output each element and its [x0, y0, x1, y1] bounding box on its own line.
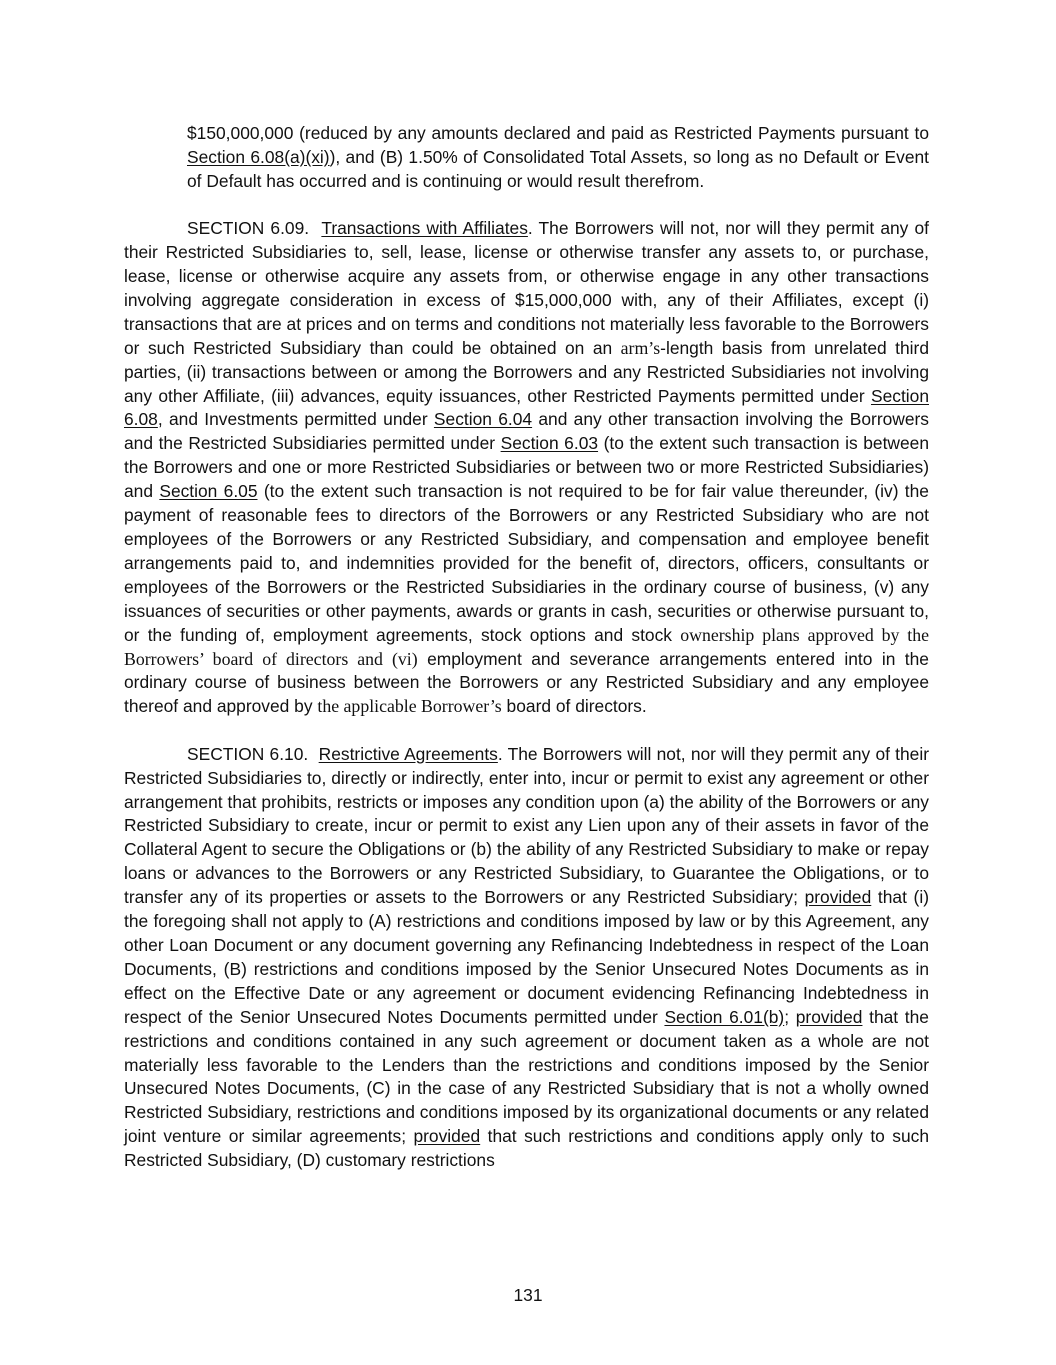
section-number: SECTION 6.09. [187, 218, 310, 239]
continuation-paragraph [124, 122, 929, 194]
text-run: -length basis from unrelated third parties, (ii) transactions between or among the Borrowers and any Restricted Subsidiaries not involving any other Affiliate, (iii) advances, equity issuances, other Restricted Payments permitted under [124, 337, 929, 406]
defined-term-provided: provided [413, 1126, 481, 1147]
text-run: arm’s [620, 337, 661, 358]
text-run: , and Investments permitted under [157, 409, 434, 430]
text-run: . The Borrowers will not, nor will they permit any of their Restricted Subsidiaries to, sell, lease, license or otherwise transfer any assets to, or purchase, lease, license or otherwise acquire any assets from, or otherwise engage in any other transactions involving aggregate consideration in excess of $15,000,000 with, any of their Affiliates, except (i) transactions that are at prices and on terms and conditions not materially less favorable to the Borrowers or such Restricted Subsidiary than could be obtained on an [124, 218, 930, 358]
cross-reference-link[interactable]: Section 6.04 [433, 409, 533, 430]
text-run: (to the extent such transaction is between the Borrowers and one or more Restricted Subsidiaries or between two or more Restricted Subsidiaries) and [124, 433, 930, 502]
cross-reference-link[interactable]: Section 6.01(b) [664, 1006, 785, 1027]
text-run: ; [784, 1006, 796, 1027]
text-run: ), and (B) 1.50% of Consolidated Total Assets, so long as no Default or Event of Default has occurred and is continuing or would result therefrom. [187, 146, 929, 191]
text-run: . The Borrowers will not, nor will they permit any of their Restricted Subsidiaries to, directly or indirectly, enter into, incur or permit to exist any agreement or other arrangement that prohibits, restricts or imposes any condition upon (a) the ability of the Borrowers or any Restricted Subsidiary to create, incur or permit to exist any Lien upon any of their assets in favor of the Collateral Agent to secure the Obligations or (b) the ability of any Restricted Subsidiary to make or repay loans or advances to the Borrowers or any Restricted Subsidiary, to Guarantee the Obligations, or to transfer any of its properties or assets to the Borrowers or any Restricted Subsidiary; [124, 743, 929, 908]
text-run: that such restrictions and conditions apply only to such Restricted Subsidiary, (D) customary restrictions [124, 1126, 929, 1171]
text-run: and any other transaction involving the Borrowers and the Restricted Subsidiaries permitted under [124, 409, 930, 454]
section-6-10-paragraph [124, 743, 929, 1173]
text-run: the applicable Borrower’s [317, 696, 502, 717]
text-run: ownership plans approved by the Borrowers’ board of directors and (vi) [124, 624, 929, 669]
section-title: Restrictive Agreements [318, 743, 498, 764]
cross-reference-link[interactable]: Section 6.08(a)(xi) [187, 146, 330, 167]
document-body [124, 122, 929, 1173]
text-run: that the restrictions and conditions contained in any such agreement or document taken as a whole are not materially less favorable to the Lenders than the restrictions and conditions imposed by the Senior Unsecured Notes Documents, (C) in the case of any Restricted Subsidiary that is not a wholly owned Restricted Subsidiary, restrictions and conditions imposed by its organizational documents or any related joint venture or similar agreements; [124, 1006, 929, 1147]
cross-reference-link[interactable]: Section 6.03 [500, 433, 599, 454]
section-number: SECTION 6.10. [187, 743, 309, 764]
text-run: (to the extent such transaction is not required to be for fair value thereunder, (iv) the payment of reasonable fees to directors of the Borrowers or any Restricted Subsidiary who are not employees of the Borrowers or any Restricted Subsidiary, and compensation and employee benefit arrangements paid to, and indemnities provided for the benefit of, directors, officers, consultants or employees of the Borrowers or the Restricted Subsidiaries in the ordinary course of business, (v) any issuances of securities or other payments, awards or grants in cash, securities or otherwise pursuant to, or the funding of, employment agreements, stock options and stock [124, 481, 929, 645]
defined-term-provided: provided [795, 1006, 863, 1027]
page-number: 131 [513, 1285, 543, 1305]
defined-term-provided: provided [804, 887, 872, 908]
text-run: that (i) the foregoing shall not apply to (A) restrictions and conditions imposed by law or by this Agreement, any other Loan Document or any document governing any Refinancing Indebtedness in respect of the Loan Documents, (B) restrictions and conditions imposed by the Senior Unsecured Notes Documents as in effect on the Effective Date or any agreement or document evidencing Refinancing Indebtedness in respect of the Senior Unsecured Notes Documents permitted under [124, 887, 930, 1027]
cross-reference-link[interactable]: Section 6.05 [159, 481, 258, 502]
text-run: board of directors. [501, 696, 647, 717]
cross-reference-link[interactable]: Section 6.08 [124, 385, 929, 430]
text-run: employment and severance arrangements entered into in the ordinary course of business between the Borrowers or any Restricted Subsidiary and any employee thereof and approved by [124, 648, 929, 717]
section-title: Transactions with Affiliates [321, 218, 528, 239]
section-6-09-paragraph [124, 217, 929, 719]
text-run: $150,000,000 (reduced by any amounts declared and paid as Restricted Payments pursuant to [187, 123, 929, 143]
